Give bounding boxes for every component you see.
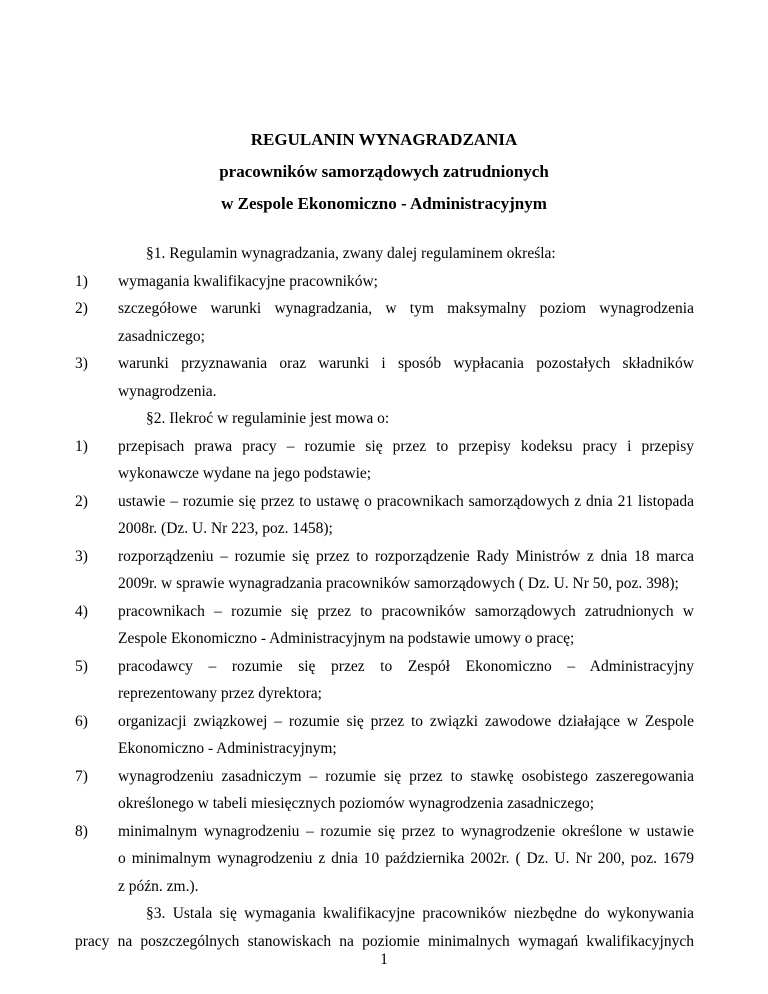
list-number: 2) <box>75 300 88 317</box>
page-number: 1 <box>380 951 388 968</box>
list-number: 6) <box>75 712 88 730</box>
list-item-text: wynagrodzeniu zasadniczym – rozumie się przez to stawkę osobistego zaszeregowania <box>118 767 694 785</box>
list-number: 3) <box>75 547 88 565</box>
section-1-intro: §1. Regulamin wynagradzania, zwany dalej regulaminem określa: <box>146 245 556 262</box>
list-number: 2) <box>75 492 88 510</box>
list-item-text: 2009r. w sprawie wynagradzania pracowników samorządowych ( Dz. U. Nr 50, poz. 398); <box>118 575 679 592</box>
list-number: 1) <box>75 272 88 290</box>
list-item-text: z późn. zm.). <box>118 877 199 895</box>
list-item-text: minimalnym wynagrodzeniu – rozumie się przez to wynagrodzenie określone w ustawie <box>118 822 694 840</box>
list-item-text: Zespole Ekonomiczno - Administracyjnym na podstawie umowy o pracę; <box>118 630 575 647</box>
section-3-text: §3. Ustala się wymagania kwalifikacyjne pracowników niezbędne do wykonywania <box>146 905 694 922</box>
list-item-text: pracodawcy – rozumie się przez to Zespół Ekonomiczno – Administracyjny <box>118 657 694 675</box>
document-title: REGULANIN WYNAGRADZANIA <box>250 130 518 149</box>
section-2-intro: §2. Ilekroć w regulaminie jest mowa o: <box>146 410 390 427</box>
list-item-text: ustawie – rozumie się przez to ustawę o pracownikach samorządowych z dnia 21 listopada <box>118 492 694 510</box>
list-number: 7) <box>75 767 88 785</box>
list-item-text: organizacji związkowej – rozumie się przez to związki zawodowe działające w Zespole <box>118 712 694 730</box>
document-subtitle-1: pracowników samorządowych zatrudnionych <box>219 162 549 181</box>
list-item-text: przepisach prawa pracy – rozumie się przez to przepisy kodeksu pracy i przepisy <box>118 437 694 455</box>
section-3-text: pracy na poszczególnych stanowiskach na poziomie minimalnych wymagań kwalifikacyjnych <box>75 932 694 950</box>
list-number: 8) <box>75 822 88 840</box>
list-item-text: reprezentowany przez dyrektora; <box>118 685 322 702</box>
list-item-text: rozporządzeniu – rozumie się przez to rozporządzenie Rady Ministrów z dnia 18 marca <box>118 547 694 565</box>
list-item-text: wykonawcze wydane na jego podstawie; <box>118 465 372 482</box>
list-item-text: Ekonomiczno - Administracyjnym; <box>118 740 337 757</box>
list-item-text: warunki przyznawania oraz warunki i sposób wypłacania pozostałych składników <box>118 355 694 372</box>
list-number: 3) <box>75 355 88 372</box>
list-item-text: pracownikach – rozumie się przez to pracowników samorządowych zatrudnionych w <box>118 602 694 620</box>
list-number: 4) <box>75 602 88 620</box>
list-item-text: o minimalnym wynagrodzeniu z dnia 10 października 2002r. ( Dz. U. Nr 200, poz. 1679 <box>118 850 694 867</box>
list-item-text: wymagania kwalifikacyjne pracowników; <box>118 272 378 290</box>
list-item-text: szczegółowe warunki wynagradzania, w tym maksymalny poziom wynagrodzenia <box>118 300 694 317</box>
list-item-text: zasadniczego; <box>118 327 205 345</box>
list-number: 5) <box>75 657 88 675</box>
list-item-text: określonego w tabeli miesięcznych poziomów wynagrodzenia zasadniczego; <box>118 795 595 812</box>
document-subtitle-2: w Zespole Ekonomiczno - Administracyjnym <box>221 194 547 213</box>
list-item-text: 2008r. (Dz. U. Nr 223, poz. 1458); <box>118 520 333 537</box>
list-number: 1) <box>75 437 88 455</box>
list-item-text: wynagrodzenia. <box>118 382 217 400</box>
